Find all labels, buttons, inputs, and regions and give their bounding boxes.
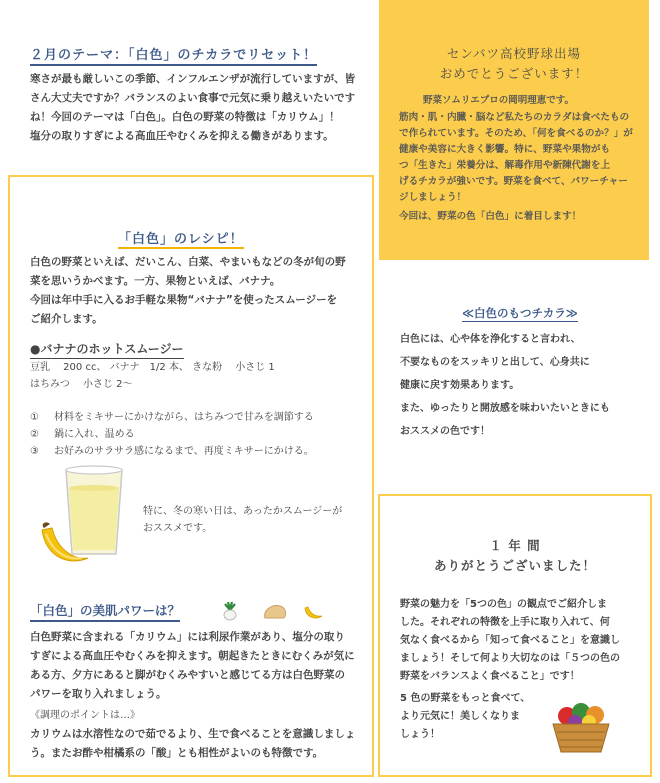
power-line: 白色には、心や体を浄化すると言われ、: [400, 334, 581, 345]
greeting-line: 筋肉・肌・内臓・脳など私たちのカラダは食べたもの: [399, 112, 630, 123]
recipe-ingredient: はちみつ 小さじ 2～: [30, 379, 133, 390]
thanks-line: ましょう！そして何より大切なのは「５つの色の: [400, 653, 620, 664]
power-title: ≪白色のもつチカラ≫: [462, 306, 578, 320]
beauty-title: 「白色」の美肌パワーは？: [30, 602, 180, 622]
theme-line: 塩分の取りすぎによる高血圧やむくみを抑える働きがあります。: [30, 130, 334, 142]
recipe-intro-line: 今回は年中手に入るお手軽な果物“バナナ”を使ったスムージーを: [30, 294, 338, 306]
recipe-steps: [30, 409, 370, 460]
recipe-step: [30, 426, 370, 443]
thanks-title: [380, 536, 650, 576]
thanks-title-line: ありがとうございました！: [433, 558, 596, 573]
greeting-line: で作られています。そのため、「何を食べるのか？」が: [399, 128, 633, 139]
step-number: ③: [30, 446, 39, 457]
theme-line: ね！今回のテーマは「白色」。白色の野菜の特徴は「カリウム」！: [30, 111, 340, 123]
theme-line: さん大丈夫ですか？バランスのよい食事で元気に乗り越えいたいです: [30, 92, 356, 104]
thanks-title-line: １ 年 間: [489, 538, 541, 553]
thanks-line: 野菜の魅力を「5つの色」の観点でご紹介しま: [400, 599, 607, 610]
step-text: 鍋に入れ、温める: [54, 429, 135, 440]
power-line: 不要なものをスッキリと出して、心身共に: [400, 357, 590, 368]
greeting-line: つ「生きた」栄養分は、解毒作用や新陳代謝を上: [399, 160, 611, 171]
greeting-line: ジしましょう！: [399, 192, 467, 203]
greeting-body: [379, 110, 649, 226]
thanks-closing-line: より元気に！美しくなりま: [400, 711, 520, 722]
beauty-line: 白色野菜に含まれる「カリウム」には利尿作業があり、塩分の取り: [30, 631, 345, 643]
greeting-line: 今回は、野菜の色「白色」に着目します！: [399, 211, 582, 222]
beauty-line: すぎによる高血圧やむくみを抑えます。朝起きたときにむくみが気に: [30, 650, 355, 662]
beauty-line: ある方、夕方にあると脚がむくみやすいと感じてる方は白色野菜の: [30, 669, 345, 681]
theme-title: ２月のテーマ：「白色」のチカラでリセット！: [30, 44, 317, 66]
greeting-panel: [379, 0, 649, 260]
power-line: また、ゆったりと開放感を味わいたいときにも: [400, 403, 610, 414]
beauty-tip-line: う。またお酢や柑橘系の「酸」とも相性がよいのも特徴です。: [30, 747, 324, 759]
greeting-title-line: おめでとうございます！: [439, 66, 589, 81]
recipe-note-line: 特に、冬の寒い日は、あったかスムージーが: [143, 506, 343, 517]
step-text: お好みのサラサラ感になるまで、再度ミキサーにかける。: [54, 446, 314, 457]
bread-icon: [262, 602, 288, 622]
beauty-line: パワーを取り入れましょう。: [30, 688, 167, 700]
beauty-tip-line: カリウムは水溶性なので茹でるより、生で食べることを意識しましょ: [30, 728, 356, 740]
recipe-intro-line: ご紹介します。: [30, 313, 103, 325]
beauty-section: [30, 600, 370, 763]
recipe-intro-line: 菜を思いうかべます。一方、果物といえば、バナナ。: [30, 275, 281, 287]
theme-section: [30, 44, 375, 146]
thanks-line: 気なく食べるから「知って食べること」を意識し: [400, 635, 620, 646]
thanks-closing-line: 5 色の野菜をもっと食べて、: [400, 693, 531, 704]
beauty-body: [30, 628, 370, 763]
step-text: 材料をミキサーにかけながら、はちみつで甘みを調節する: [54, 412, 314, 423]
recipe-note-line: おススメです。: [143, 523, 213, 534]
step-number: ①: [30, 412, 39, 423]
greeting-title-line: センバツ高校野球出場: [446, 46, 582, 61]
greeting-line: 健康や美容に大きく影響。特に、野菜や果物がも: [399, 144, 611, 155]
recipe-step: [30, 443, 370, 460]
beauty-header: [30, 600, 370, 622]
recipe-title: 「白色」のレシピ！: [118, 228, 244, 249]
greeting-line: げるチカラが強いです。野菜を食べて、パワーチャー: [399, 176, 628, 187]
turnip-icon: [218, 600, 242, 622]
theme-line: 寒さが最も厳しいこの季節、インフルエンザが流行していますが、皆: [30, 73, 356, 85]
glass-icon: [66, 466, 122, 554]
vegetable-basket-icon: [547, 700, 615, 756]
banana-small-icon: [302, 604, 324, 622]
recipe-intro-line: 白色の野菜といえば、だいこん、白菜、やまいもなどの冬が旬の野: [30, 256, 346, 268]
thanks-line: 野菜をバランスよく食べること」です！: [400, 671, 580, 682]
recipe-note: [143, 503, 368, 537]
step-number: ②: [30, 429, 39, 440]
power-section: [400, 302, 650, 443]
thanks-line: した。それぞれの特徴を上手に取り入れて、何: [400, 617, 610, 628]
recipe-content: [30, 228, 370, 460]
recipe-name: ●バナナのホットスムージー: [30, 341, 184, 359]
recipe-ingredient: 豆乳 200 cc、 バナナ 1/2 本、 きな粉 小さじ 1: [30, 362, 275, 373]
greeting-title: [379, 44, 649, 84]
power-line: おススメの色です！: [400, 426, 490, 437]
recipe-step: [30, 409, 370, 426]
thanks-closing-line: しょう！: [400, 729, 440, 740]
smoothie-illustration: [36, 462, 136, 572]
greeting-author: 野菜ソムリエプロの岡明理恵です。: [423, 95, 574, 106]
beauty-tip-title: 《調理のポイントは…》: [30, 710, 140, 721]
power-line: 健康に戻す効果あります。: [400, 380, 520, 391]
